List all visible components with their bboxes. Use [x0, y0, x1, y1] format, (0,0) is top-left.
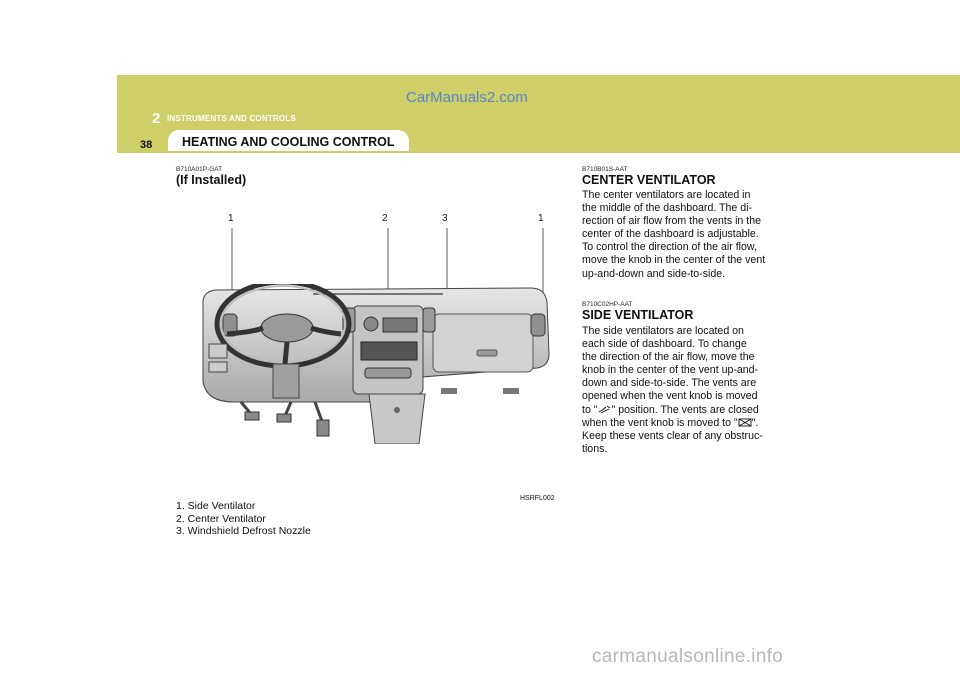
text-fragment: to " — [582, 403, 598, 416]
dashboard-illustration — [193, 284, 563, 444]
side-vent-heading: SIDE VENTILATOR — [582, 308, 694, 322]
body-line: each side of dashboard. To change — [582, 338, 747, 351]
section-title-tab: HEATING AND COOLING CONTROL — [166, 128, 411, 153]
footer-watermark[interactable]: carmanualsonline.info — [592, 646, 784, 667]
section-code: B710A01P-GAT — [176, 166, 223, 173]
body-line: the middle of the dashboard. The di- — [582, 202, 753, 215]
body-line: down and side-to-side. The vents are — [582, 377, 757, 390]
text-fragment: when the vent knob is moved to " — [582, 416, 738, 429]
body-line: The center ventilators are located in — [582, 189, 751, 201]
center-vent-body — [582, 189, 772, 281]
callout-3: 3 — [442, 213, 448, 224]
body-line: up-and-down and side-to-side. — [582, 267, 726, 280]
vent-closed-icon — [738, 418, 752, 427]
body-line: the direction of the air flow, move the — [582, 351, 755, 364]
callout-1-right: 1 — [538, 213, 544, 224]
chapter-number: 2 — [152, 110, 161, 127]
body-line: center of the dashboard is adjustable. — [582, 228, 759, 241]
side-vent-body — [582, 325, 772, 456]
page-number: 38 — [140, 139, 153, 151]
body-line: The side ventilators are located on — [582, 325, 744, 337]
legend-item: 1. Side Ventilator — [176, 500, 256, 512]
callout-1-left: 1 — [228, 213, 234, 224]
vent-open-icon — [598, 405, 612, 414]
body-line: rection of air flow from the vents in the — [582, 215, 761, 228]
callout-2: 2 — [382, 213, 388, 224]
body-line: opened when the vent knob is moved — [582, 390, 758, 403]
text-fragment: ". — [751, 416, 759, 429]
body-line-open — [582, 404, 772, 417]
text-fragment: " position. The vents are closed — [611, 403, 759, 416]
body-line-closed — [582, 417, 772, 430]
side-vent-code: B710C02HP-AAT — [582, 301, 633, 308]
body-line: knob in the center of the vent up-and- — [582, 364, 759, 377]
header-watermark[interactable]: CarManuals2.com — [406, 89, 528, 106]
legend-item: 3. Windshield Defrost Nozzle — [176, 525, 311, 538]
legend-item: 2. Center Ventilator — [176, 512, 266, 525]
chapter-title: INSTRUMENTS AND CONTROLS — [167, 114, 296, 123]
body-line: To control the direction of the air flow, — [582, 241, 757, 254]
center-vent-code: B710B01S-AAT — [582, 166, 628, 173]
figure-code: HSRFL002 — [520, 495, 555, 502]
body-line: tions. — [582, 442, 608, 455]
body-line: Keep these vents clear of any obstruc- — [582, 429, 763, 442]
center-vent-heading: CENTER VENTILATOR — [582, 173, 716, 187]
footer-band — [0, 600, 960, 678]
legend-list — [176, 500, 311, 538]
if-installed-heading: (If Installed) — [176, 173, 247, 187]
body-line: move the knob in the center of the vent — [582, 254, 766, 267]
